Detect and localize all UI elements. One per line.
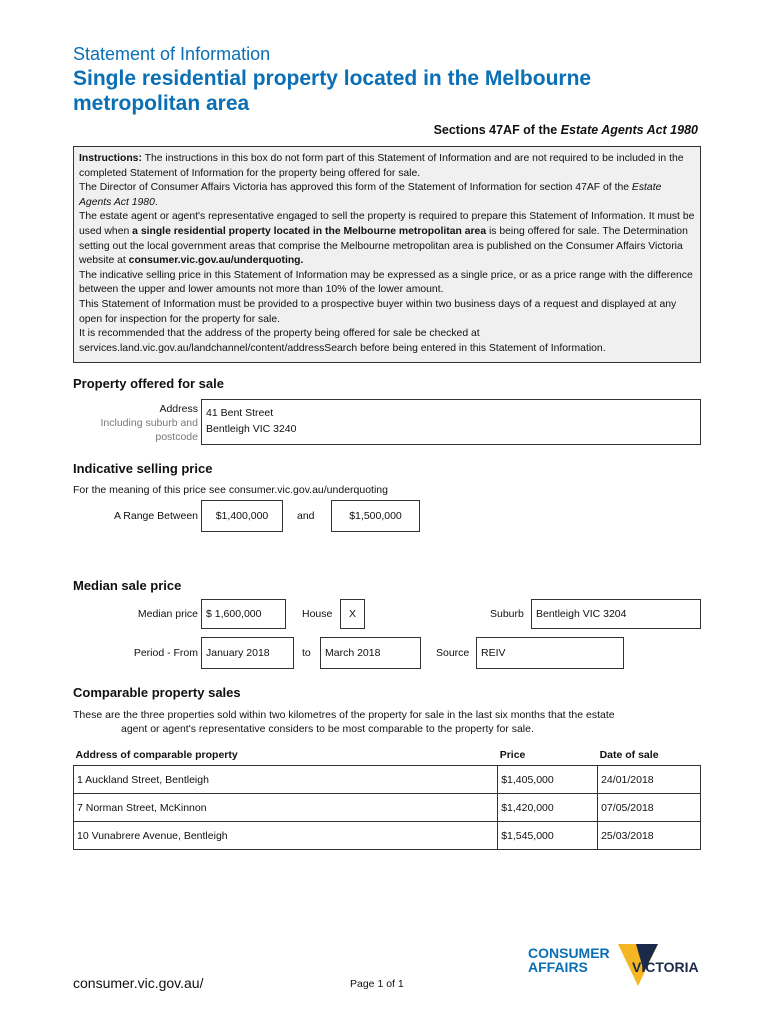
indicative-heading: Indicative selling price	[73, 461, 213, 476]
address-field[interactable]: 41 Bent Street Bentleigh VIC 3240	[201, 399, 701, 445]
comparable-note: These are the three properties sold within two kilometres of the property for sale in the last six months that the estate agent or agent's representative considers to be most comparable to the property for sale.	[73, 709, 615, 735]
comparable-address-cell[interactable]: 7 Norman Street, McKinnon	[74, 794, 498, 822]
property-heading: Property offered for sale	[73, 376, 224, 391]
price-low-field[interactable]: $1,400,000	[201, 500, 283, 532]
col-address-header: Address of comparable property	[74, 745, 498, 766]
comparable-heading: Comparable property sales	[73, 685, 241, 700]
col-price-header: Price	[498, 745, 598, 766]
median-price-field[interactable]: $ 1,600,000	[201, 599, 286, 629]
indicative-note: For the meaning of this price see consumer.vic.gov.au/underquoting	[73, 484, 388, 496]
house-checkbox[interactable]: X	[340, 599, 365, 629]
comparable-address-cell[interactable]: 1 Auckland Street, Bentleigh	[74, 766, 498, 794]
comparable-date-cell[interactable]: 07/05/2018	[598, 794, 701, 822]
table-row	[74, 794, 701, 822]
median-heading: Median sale price	[73, 578, 182, 593]
col-date-header: Date of sale	[598, 745, 701, 766]
sections-reference: Sections 47AF of the Estate Agents Act 1980	[433, 123, 698, 137]
comparable-date-cell[interactable]: 24/01/2018	[598, 766, 701, 794]
price-high-field[interactable]: $1,500,000	[331, 500, 420, 532]
comparable-date-cell[interactable]: 25/03/2018	[598, 822, 701, 850]
comparable-address-cell[interactable]: 10 Vunabrere Avenue, Bentleigh	[74, 822, 498, 850]
source-field[interactable]: REIV	[476, 637, 624, 669]
range-label: A Range Between	[113, 510, 198, 522]
comparable-sales-table	[73, 745, 701, 850]
period-from-field[interactable]: January 2018	[201, 637, 294, 669]
consumer-affairs-victoria-logo: CONSUMER AFFAIRS VICTORIA	[528, 942, 708, 992]
table-row	[74, 822, 701, 850]
table-row	[74, 766, 701, 794]
page-number: Page 1 of 1	[350, 978, 404, 990]
document-kicker: Statement of Information	[73, 44, 271, 64]
comparable-price-cell[interactable]: $1,420,000	[498, 794, 598, 822]
and-label: and	[297, 510, 315, 522]
instructions-box: Instructions: The instructions in this box do not form part of this Statement of Information and are not required to be included in the completed Statement of Information for the property being offered for sale. The Director of Consumer Affairs Victoria has approved this form of the Statement of Information for section 47AF of the Estate Agents Act 1980. The estate agent or agent's representative engaged to sell the property is required to prepare this Statement of Information. It must be used when a single residential property located in the Melbourne metropolitan area is being offered for sale. The Determination setting out the local government areas that comprise the Melbourne metropolitan area is published on the Consumer Affairs Victoria website at consumer.vic.gov.au/underquoting. The indicative selling price in this Statement of Information may be expressed as a single price, or as a price range with the difference between the upper and lower amounts not more than 10% of the lower amount. This Statement of Information must be provided to a prospective buyer within two business days of a request and displayed at any open for inspection for the property for sale. It is recommended that the address of the property being offered for sale be checked at services.land.vic.gov.au/landchannel/content/addressSearch before being entered in this Statement of Information.	[73, 146, 701, 363]
document-title: Single residential property located in the Melbourne metropolitan area	[73, 67, 592, 115]
house-label: House	[302, 608, 333, 620]
underquoting-link[interactable]: consumer.vic.gov.au/underquoting.	[128, 255, 304, 267]
comparable-price-cell[interactable]: $1,405,000	[498, 766, 598, 794]
address-label: Address Including suburb and postcode	[100, 403, 198, 443]
to-label: to	[302, 647, 311, 659]
period-label: Period - From	[133, 647, 198, 659]
suburb-label: Suburb	[490, 608, 524, 620]
comparable-price-cell[interactable]: $1,545,000	[498, 822, 598, 850]
median-price-label: Median price	[137, 608, 198, 620]
period-to-field[interactable]: March 2018	[320, 637, 421, 669]
suburb-field[interactable]: Bentleigh VIC 3204	[531, 599, 701, 629]
source-label: Source	[436, 647, 470, 659]
footer-website-link[interactable]: consumer.vic.gov.au/	[73, 975, 204, 991]
